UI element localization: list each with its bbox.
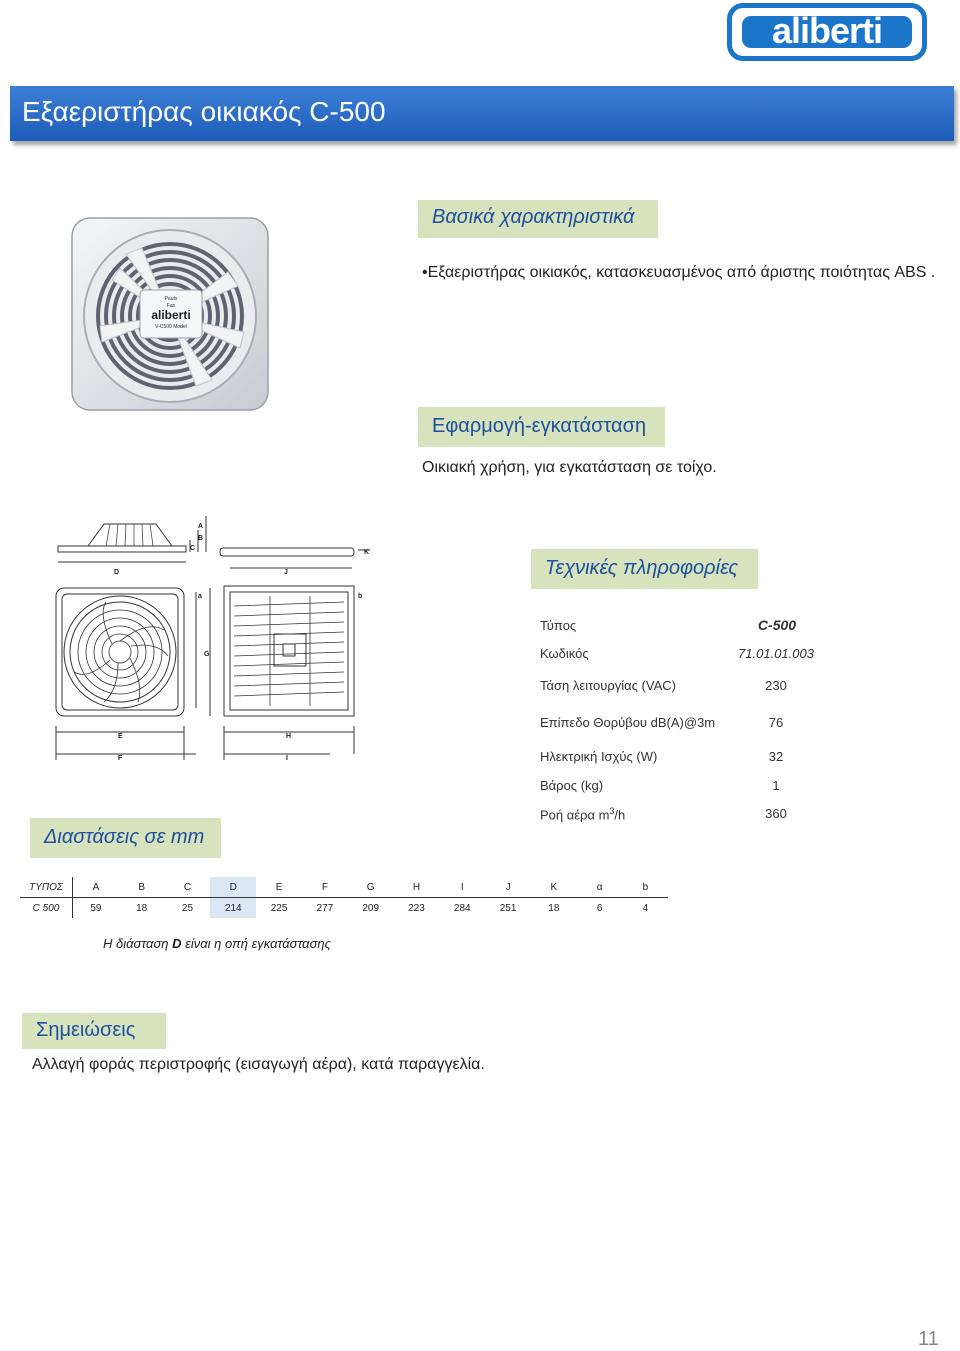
dim-header-cell: K	[531, 877, 577, 898]
drawing-label-d: D	[114, 569, 120, 576]
dim-cell: C 500	[20, 898, 73, 919]
dim-cell: 4	[642, 902, 649, 914]
features-heading: Βασικά χαρακτηριστικά	[418, 200, 658, 238]
spec-power-label: Ηλεκτρική Ισχύς (W)	[540, 749, 658, 764]
dim-cell: 18	[548, 902, 560, 914]
drawing-label-a: A	[198, 523, 204, 530]
dim-header-cell: A	[73, 877, 119, 898]
drawing-label-k: K	[364, 549, 370, 556]
technical-heading: Τεχνικές πληροφορίες	[531, 549, 758, 589]
drawing-label-g: G	[204, 651, 210, 658]
dimensions-note-bold: D	[172, 936, 182, 951]
notes-heading: Σημειώσεις	[22, 1013, 166, 1049]
drawing-label-a-small: a	[198, 593, 202, 600]
dimensions-header-row	[20, 877, 668, 898]
dim-cell: 18	[136, 902, 148, 914]
dim-cell: 214	[210, 898, 256, 919]
brand-logo-text: aliberti	[771, 9, 883, 51]
features-text: •Εξαεριστήρας οικιακός, κατασκευασμένος από άριστης ποιότητας ABS .	[422, 264, 936, 281]
drawing-label-b-small: b	[358, 593, 363, 600]
dimensions-table	[20, 877, 668, 918]
dim-header-cell: I	[439, 877, 485, 898]
dim-cell: 251	[499, 902, 517, 914]
spec-code-label: Κωδικός	[540, 646, 589, 661]
dim-header-cell: ΤΥΠΟΣ	[20, 877, 73, 898]
dim-header-cell: α	[577, 877, 623, 898]
spec-noise-value: 76	[768, 715, 784, 730]
dim-header-cell: D	[210, 877, 256, 898]
spec-weight-label: Βάρος (kg)	[540, 778, 604, 793]
spec-weight-value: 1	[772, 778, 780, 793]
table-row	[20, 898, 668, 919]
fan-badge-line-1: Pauts	[164, 296, 178, 302]
dim-cell: 25	[181, 902, 194, 914]
spec-airflow-value: 360	[765, 806, 787, 821]
dim-cell: 209	[362, 902, 380, 914]
dim-header-cell: B	[119, 877, 165, 898]
dim-cell: 6	[596, 902, 603, 914]
dim-header-cell: b	[623, 877, 669, 898]
dimensions-note-pre: Η διάσταση	[103, 936, 173, 951]
dim-header-cell: F	[302, 877, 348, 898]
title-bar	[10, 86, 954, 141]
drawing-label-b: B	[198, 535, 204, 542]
fan-badge-line-2: Fan	[166, 303, 176, 309]
drawing-label-i: I	[286, 755, 288, 762]
drawing-label-e: E	[118, 733, 123, 740]
page-title: Εξαεριστήρας οικιακός C-500	[22, 96, 386, 127]
spec-code-value: 71.01.01.003	[738, 646, 814, 661]
dimensions-heading: Διαστάσεις σε mm	[30, 818, 221, 858]
spec-airflow-label-sup: 3	[609, 806, 615, 816]
dim-cell: 59	[90, 902, 102, 914]
dim-header-cell: J	[485, 877, 531, 898]
spec-voltage-label: Τάση λειτουργίας (VAC)	[540, 678, 676, 693]
page-number: 11	[918, 1328, 939, 1350]
fan-badge-brand: aliberti	[151, 308, 191, 322]
drawing-label-j: J	[284, 569, 288, 576]
spec-voltage-value: 230	[765, 678, 787, 693]
dim-cell: 225	[270, 902, 288, 914]
dimensions-note	[103, 936, 331, 951]
dim-header-cell: H	[394, 877, 440, 898]
drawing-label-c: C	[190, 545, 196, 552]
drawing-label-f: F	[118, 755, 123, 762]
brand-logo	[727, 3, 927, 61]
spec-type-value: C-500	[757, 617, 797, 633]
drawing-label-h: H	[286, 733, 292, 740]
spec-airflow-label-post: /h	[614, 807, 626, 823]
dim-header-cell: G	[348, 877, 394, 898]
dim-header-cell: E	[256, 877, 302, 898]
dimensions-note-post: είναι η οπή εγκατάστασης	[181, 936, 331, 951]
dim-cell: 277	[316, 902, 334, 914]
spec-airflow-label-pre: Ροή αέρα m	[540, 807, 610, 823]
spec-power-value: 32	[768, 749, 784, 764]
application-text: Οικιακή χρήση, για εγκατάσταση σε τοίχο.	[422, 459, 717, 476]
dim-cell: 284	[453, 902, 471, 914]
fan-product-image	[68, 214, 274, 414]
notes-text: Αλλαγή φοράς περιστροφής (εισαγωγή αέρα), κατά παραγγελία.	[32, 1056, 485, 1073]
fan-badge-model: V-C500 Model	[155, 324, 187, 330]
spec-type-label: Τύπος	[540, 618, 577, 633]
application-heading: Εφαρμογή-εγκατάσταση	[418, 407, 665, 447]
spec-noise-label: Επίπεδο Θορύβου dB(A)@3m	[540, 715, 716, 730]
dim-header-cell: C	[165, 877, 211, 898]
technical-drawing	[48, 510, 388, 768]
spec-airflow-label	[540, 806, 625, 822]
dim-cell: 223	[408, 902, 425, 914]
